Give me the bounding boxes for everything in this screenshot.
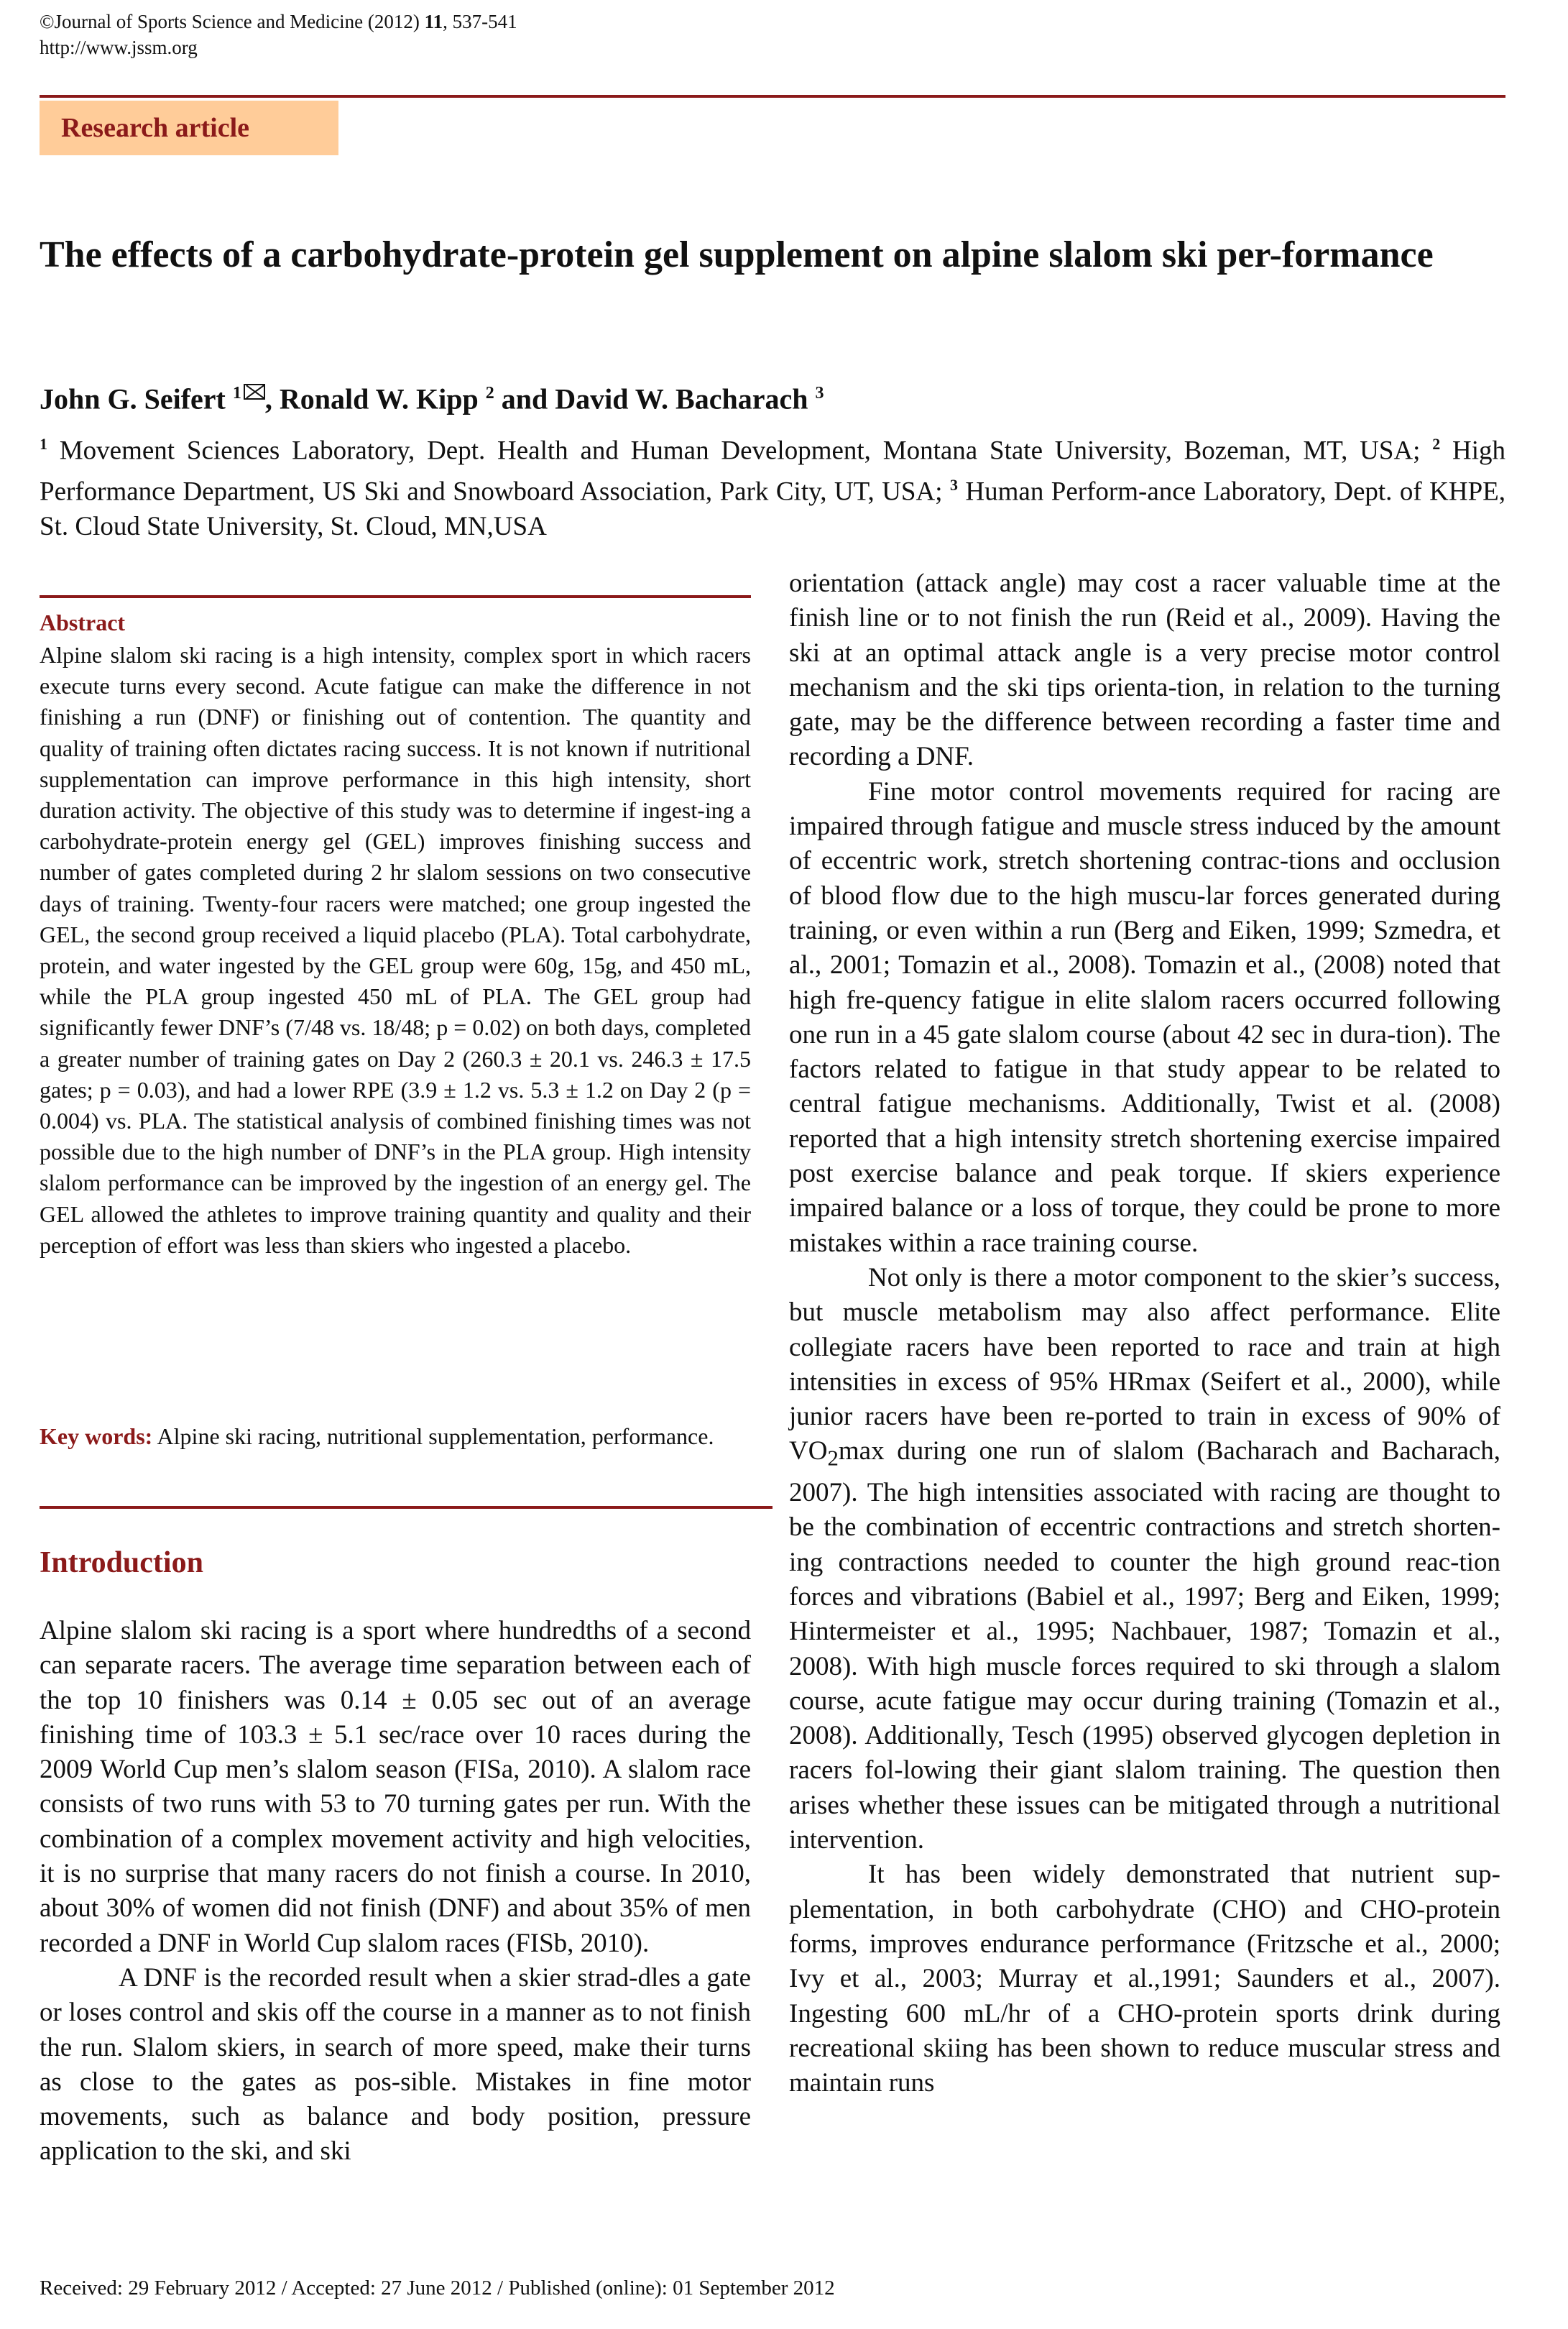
vo2-subscript: 2 (827, 1446, 839, 1471)
affil-2: High Performance Department, US Ski and Snowboard Association, Park City, UT, USA; (40, 436, 1505, 507)
right-paragraph-2: Fine motor control movements required for racing are impaired through fatigue and muscle stress induced by the amount of eccentric work, stretch shortening contrac-tions and occlusion of blood flow due to the high muscu-lar forces generated during training, or even within a run (Berg and Eiken, 1999; Szmedra, et al., 2001; Tomazin et al., 2008). Tomazin et al., (2008) noted that high fre-quency fatigue in elite slalom racers occurred following one run in a 45 gate slalom course (about 42 sec in dura-tion). The factors related to fatigue in that study appear to be related to central fatigue mechanisms. Additionally, Twist et al. (2008) reported that a high intensity stretch shortening exercise impaired post exercise balance and peak torque. If skiers experience impaired balance or a loss of torque, they could be prone to more mistakes within a race training course. (789, 776, 1500, 1258)
author-1-affil: 1 (232, 384, 241, 403)
affil-3-marker: 3 (949, 476, 958, 495)
journal-url: http://www.jssm.org (40, 37, 198, 58)
journal-citation: ©Journal of Sports Science and Medicine (2012) 11, 537-541 (40, 11, 517, 32)
introduction-heading: Introduction (40, 1546, 203, 1579)
intro-paragraph-1: Alpine slalom ski racing is a sport where hundredths of a second can separate racers. The average time separation between each of the top 10 finishers was 0.14 ± 0.05 sec out of an average finishing time of 103.3 ± 5.1 sec/race over 10 races during the 2009 World Cup men’s slalom season (FISa, 2010). A slalom race consists of two runs with 53 to 70 turning gates per run. With the combination of a complex movement activity and high velocities, it is no surprise that many racers do not finish a course. In 2010, about 30% of women did not finish (DNF) and about 35% of men recorded a DNF in World Cup slalom races (FISb, 2010). (40, 1616, 751, 1958)
intro-paragraph-2: A DNF is the recorded result when a skier strad-dles a gate or loses control and skis off the course in a manner as to not finish the run. Slalom skiers, in search of more speed, make their turns as close to the gates as pos-sible. Mistakes in fine motor movements, such as balance and body position, pressure application to the ski, and ski (40, 1962, 751, 2167)
abstract-heading: Abstract (40, 610, 126, 635)
abstract-top-rule (40, 595, 751, 598)
right-paragraph-3-part-a: Not only is there a motor component to the skier’s success, but muscle metabolism may also affect performance. Elite collegiate racers have been reported to race and train at high intensities in excess of 95% HRmax (Seifert et al., 2000), while junior racers have been re-ported to train in excess of 90% of VO (789, 1262, 1500, 1466)
affil-1: Movement Sciences Laboratory, Dept. Health and Human Development, Montana State University, Bozeman, MT, USA; (47, 436, 1433, 466)
right-paragraph-3 (789, 1261, 1500, 1857)
keywords-label: Key words: (40, 1423, 153, 1449)
abstract-text: Alpine slalom ski racing is a high intensity, complex sport in which racers execute turns every second. Acute fatigue can make the difference in not finishing a run (DNF) or finishing out of contention. The quantity and quality of training often dictates racing success. It is not known if nutritional supplementation can improve performance in this high intensity, short duration activity. The objective of this study was to determine if ingest-ing a carbohydrate-protein energy gel (GEL) improves finishing success and number of gates completed during 2 hr slalom sessions on two consecutive days of training. Twenty-four racers were matched; one group ingested the GEL, the second group received a liquid placebo (PLA). Total carbohydrate, protein, and water ingested by the GEL group were 60g, 15g, and 450 mL, while the PLA group ingested 450 mL of PLA. The GEL group had significantly fewer DNF’s (7/48 vs. 18/48; p = 0.02) on both days, completed a greater number of training gates on Day 2 (260.3 ± 20.1 vs. 246.3 ± 17.5 gates; p = 0.03), and had a lower RPE (3.9 ± 1.2 vs. 5.3 ± 1.2 on Day 2 (p = 0.004) vs. PLA. The statistical analysis of combined finishing times was not possible due to the high number of DNF’s in the PLA group. High intensity slalom performance can be improved by the ingestion of an energy gel. The GEL allowed the athletes to improve training quantity and quality and their perception of effort was less than skiers who ingested a placebo. (40, 642, 751, 1258)
right-paragraph-4: It has been widely demonstrated that nutrient sup-plementation, in both carbohydrate (CHO) and CHO-protein forms, improves endurance performance (Fritzsche et al., 2000; Ivy et al., 2003; Murray et al.,1991; Saunders et al., 2007). Ingesting 600 mL/hr of a CHO-protein sports drink during recreational skiing has been shown to reduce muscular stress and maintain runs (789, 1860, 1500, 2098)
author-2: , Ronald W. Kipp (264, 382, 479, 415)
right-paragraph-3-part-b: max during one run of slalom (Bacharach and Bacharach, 2007). The high intensities associated with racing are thought to be the combination of eccentric contractions and stretch shorten-ing contractions needed to counter the high ground reac-tion forces and vibrations (Babiel et al., 1997; Berg and Eiken, 1999; Hintermeister et al., 1995; Nachbauer, 1987; Tomazin et al., 2008). With high muscle forces required to ski through a slalom course, acute fatigue may occur during training (Tomazin et al., 2008). Additionally, Tesch (1995) observed glycogen depletion in racers fol-lowing their giant slalom training. The question then arises whether these issues can be mitigated through a nutritional intervention. (789, 1436, 1500, 1855)
author-2-affil: 2 (485, 384, 494, 403)
publication-dates: Received: 29 February 2012 / Accepted: 27 June 2012 / Published (online): 01 September 2012 (40, 2277, 835, 2300)
right-column (789, 566, 1500, 2100)
abstract-bottom-rule (40, 1506, 773, 1509)
affiliations (40, 427, 1505, 544)
author-3: and David W. Bacharach (494, 382, 808, 415)
affil-3: Human Perform-ance Laboratory, Dept. of KHPE, St. Cloud State University, St. Cloud, MN,USA (40, 477, 1505, 541)
author-3-affil: 3 (815, 384, 824, 403)
envelope-icon[interactable] (244, 384, 265, 400)
article-title: The effects of a carbohydrate-protein gel supplement on alpine slalom ski per-formance (40, 234, 1434, 275)
affil-2-marker: 2 (1432, 435, 1441, 453)
author-1: John G. Seifert (40, 382, 226, 415)
right-paragraph-1: orientation (attack angle) may cost a racer valuable time at the finish line or to not finish the run (Reid et al., 2009). Having the ski at an optimal attack angle is a very precise motor control mechanism and the ski tips orienta-tion, in relation to the turning gate, may be the difference between recording a faster time and recording a DNF. (789, 569, 1500, 772)
article-type-badge: Research article (40, 101, 338, 155)
introduction-body (40, 1614, 751, 2169)
author-list (40, 375, 824, 417)
affil-1-marker: 1 (40, 435, 47, 453)
keywords-text: Alpine ski racing, nutritional supplementation, performance. (152, 1423, 714, 1449)
header-rule (40, 95, 1505, 98)
keywords (40, 1420, 751, 1452)
